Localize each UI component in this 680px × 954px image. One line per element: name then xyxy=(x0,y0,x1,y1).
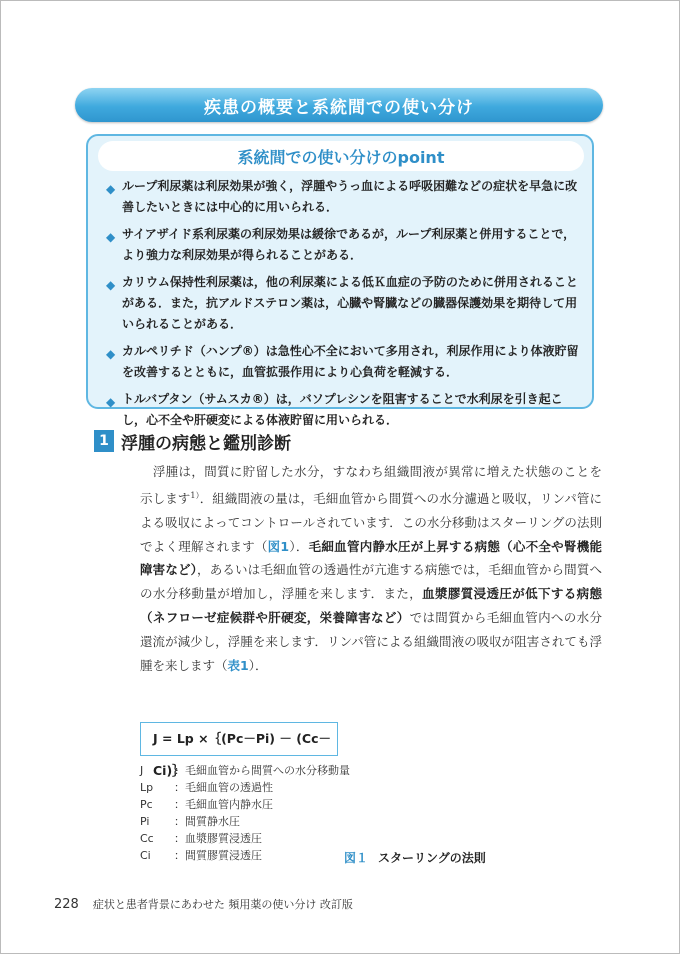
formula-box: J = Lp ×｛(Pc－Pi) － (Cc－Ci)｝ xyxy=(140,722,338,756)
point-item xyxy=(106,389,580,431)
diamond-icon: ◆ xyxy=(106,230,116,244)
point-box xyxy=(86,134,594,427)
legend-item xyxy=(140,847,350,864)
legend-symbol: Pi xyxy=(140,815,150,828)
body-text-run: ，あるいは毛細血管の透過性が亢進する病態では，毛細血管から間質への水分移動量が増加し，浮腫を来します．また， xyxy=(140,562,602,602)
legend-description: ：間質膠質浸透圧 xyxy=(174,849,262,862)
diamond-icon: ◆ xyxy=(106,182,116,196)
point-item xyxy=(106,176,580,218)
legend-description: ：毛細血管内静水圧 xyxy=(174,798,273,811)
book-title: 症状と患者背景にあわせた 頻用薬の使い分け 改訂版 xyxy=(92,898,353,911)
legend-description: ：間質静水圧 xyxy=(174,815,240,828)
legend-symbol: Cc xyxy=(140,832,154,845)
page-title: 疾患の概要と系統間での使い分け xyxy=(204,98,474,118)
point-title: 系統間での使い分けのpoint xyxy=(237,148,445,167)
point-text: ループ利尿薬は利尿効果が強く，浮腫やうっ血による呼吸困難などの症状を早急に改善したいときには中心的に用いられる． xyxy=(122,179,578,214)
bold-text: 毛細血管内静水圧が上昇する病態（心不全や腎機能障害など） xyxy=(140,538,602,578)
legend-description: ：毛細血管の透過性 xyxy=(174,781,273,794)
point-item xyxy=(106,272,580,335)
body-text-run: ．組織間液の量は，毛細血管から間質への水分濾過と吸収，リンパ管による吸収によってコントロールされています．この水分移動はスターリングの法則でよく理解されます（ xyxy=(140,490,602,554)
legend-item xyxy=(140,813,350,830)
section-title: 浮腫の病態と鑑別診断 xyxy=(121,434,291,454)
citation: 1） xyxy=(190,490,200,500)
diamond-icon: ◆ xyxy=(106,278,116,292)
page-footer xyxy=(54,893,353,912)
figure-number: 図１ xyxy=(344,851,369,865)
legend-description: ：血漿膠質浸透圧 xyxy=(174,832,262,845)
legend-item xyxy=(140,762,350,779)
legend-symbol: Ci xyxy=(140,849,151,862)
legend-item xyxy=(140,830,350,847)
bold-text: 血漿膠質浸透圧が低下する病態（ネフローゼ症候群や肝硬変，栄養障害など） xyxy=(140,586,602,625)
diamond-icon: ◆ xyxy=(106,395,116,409)
point-item xyxy=(106,224,580,266)
point-text: トルバプタン（サムスカ®）は，バソプレシンを阻害することで水利尿を引き起こし，心不全や肝硬変による体液貯留に用いられる． xyxy=(122,392,563,427)
figure-reference-link[interactable]: 図1 xyxy=(267,538,290,554)
point-list xyxy=(106,176,580,437)
body-text-run: では間質から毛細血管内への水分還流が減少し，浮腫を来します．リンパ管による組織間液の吸収が阻害されても浮腫を来します（ xyxy=(140,609,602,673)
figure-caption xyxy=(344,849,486,866)
point-header xyxy=(98,141,584,171)
table-reference-link[interactable]: 表1 xyxy=(227,657,249,673)
section-number: 1 xyxy=(94,430,114,452)
legend-item xyxy=(140,796,350,813)
legend-description: ：毛細血管から間質への水分移動量 xyxy=(174,764,350,777)
body-text-run: ）． xyxy=(248,657,268,673)
legend-symbol: Pc xyxy=(140,798,153,811)
point-item xyxy=(106,341,580,383)
legend-item xyxy=(140,779,350,796)
formula-legend xyxy=(140,762,350,864)
point-text: カルペリチド（ハンプ®）は急性心不全において多用され，利尿作用により体液貯留を改善するとともに，血管拡張作用により心負荷を軽減する． xyxy=(122,344,579,379)
page-number: 228 xyxy=(54,897,79,912)
figure-title: スターリングの法則 xyxy=(378,851,486,865)
legend-symbol: J xyxy=(140,764,144,777)
legend-symbol: Lp xyxy=(140,781,154,794)
body-paragraph xyxy=(140,460,602,677)
diamond-icon: ◆ xyxy=(106,347,116,361)
body-text-run: 浮腫は，間質に貯留した水分，すなわち組織間液が異常に増えた状態のことを示します xyxy=(140,464,602,506)
body-text-run: ）． xyxy=(289,538,309,554)
point-text: カリウム保持性利尿薬は，他の利尿薬による低Ｋ血症の予防のために併用されることがある．また，抗アルドステロン薬は，心臓や腎臓などの臓器保護効果を期待して用いられることがある． xyxy=(122,275,578,331)
point-text: サイアザイド系利尿薬の利尿効果は緩徐であるが，ループ利尿薬と併用することで，より強力な利尿効果が得られることがある． xyxy=(122,227,576,262)
header-bar xyxy=(75,88,603,122)
